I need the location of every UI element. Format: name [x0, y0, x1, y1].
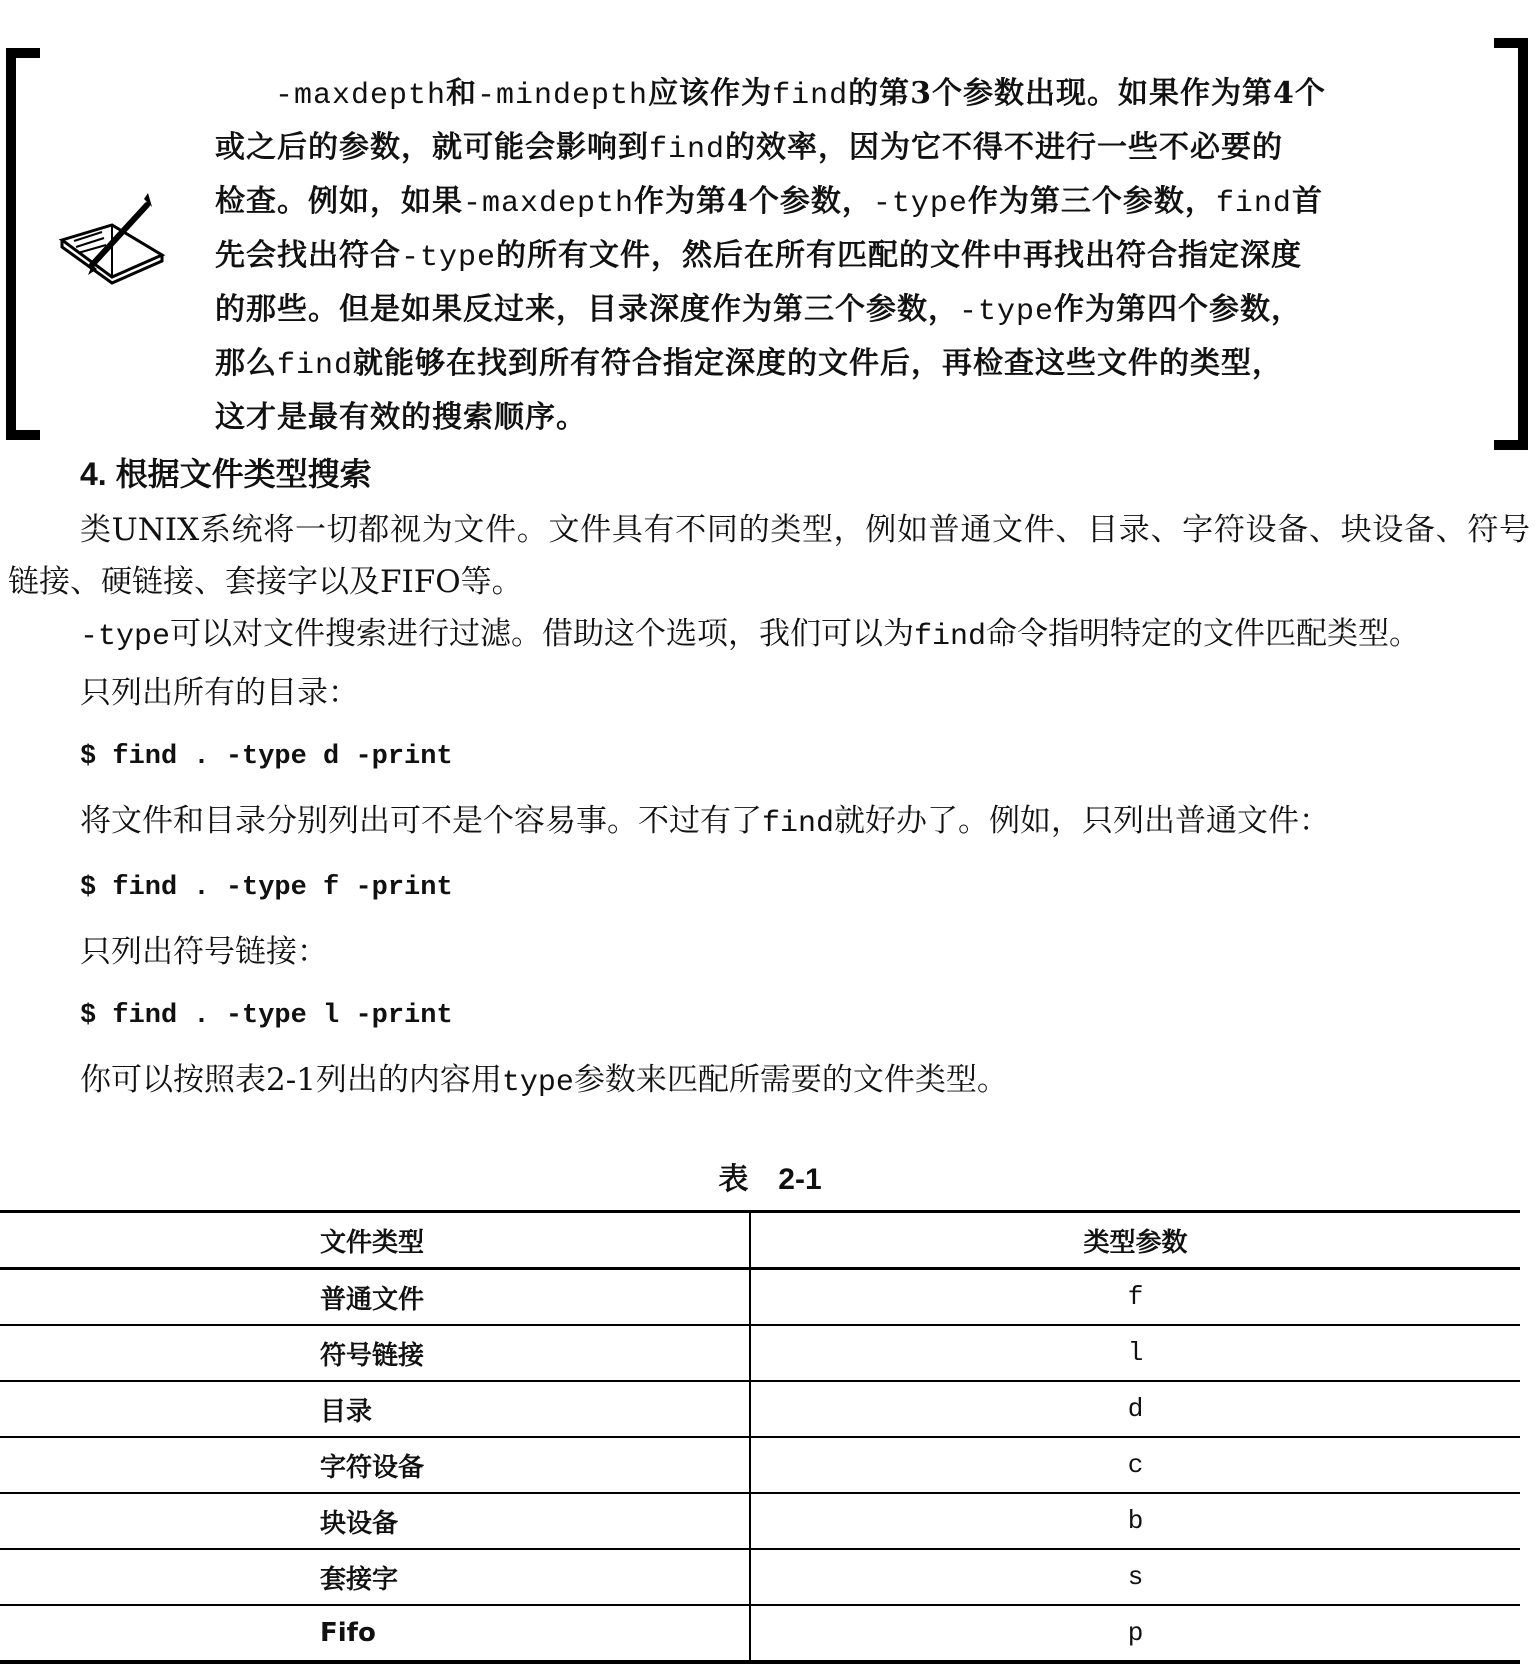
note-line: 的那些。但是如果反过来，目录深度作为第三个参数，-type作为第四个参数， — [215, 292, 1303, 329]
code-list-files: $ find . -type f -print — [80, 873, 453, 903]
table-cell-type-arg: f — [750, 1269, 1520, 1326]
text-list-dirs: 只列出所有的目录： — [80, 675, 359, 711]
table-row — [0, 1605, 1520, 1662]
table-cell-type-arg: l — [750, 1325, 1520, 1381]
paragraph-file-types: 类UNIX系统将一切都视为文件。文件具有不同的类型，例如普通文件、目录、字符设备、块设备、符号链接、硬链接、套接字以及FIFO等。 — [8, 512, 1530, 600]
note-line: -maxdepth和-mindepth应该作为find的第3个参数出现。如果作为第4个 — [275, 76, 1326, 113]
table-cell-type-arg: c — [750, 1437, 1520, 1493]
table-cell-type-arg: b — [750, 1493, 1520, 1549]
table-cell-type-arg: d — [750, 1381, 1520, 1437]
table-cell-file-type: 目录 — [0, 1381, 750, 1437]
table-cell-file-type: 普通文件 — [0, 1269, 750, 1326]
table-cell-file-type: 块设备 — [0, 1493, 750, 1549]
code-list-links: $ find . -type l -print — [80, 1001, 453, 1031]
table-row — [0, 1493, 1520, 1549]
note-text — [215, 68, 1485, 444]
code-list-dirs: $ find . -type d -print — [80, 742, 453, 772]
table-row — [0, 1437, 1520, 1493]
table-header-file-type: 文件类型 — [0, 1212, 750, 1269]
file-type-table — [0, 1210, 1520, 1664]
table-row — [0, 1549, 1520, 1605]
note-box — [0, 20, 1540, 440]
section-body — [0, 450, 1530, 1109]
table-cell-file-type: 套接字 — [0, 1549, 750, 1605]
table-row — [0, 1269, 1520, 1326]
note-line: 那么find就能够在找到所有符合指定深度的文件后，再检查这些文件的类型， — [215, 346, 1284, 383]
note-line: 或之后的参数，就可能会影响到find的效率，因为它不得不进行一些不必要的 — [215, 130, 1284, 167]
table-header-row — [0, 1212, 1520, 1269]
note-line: 先会找出符合-type的所有文件，然后在所有匹配的文件中再找出符合指定深度 — [215, 238, 1303, 275]
note-bracket-left — [6, 48, 40, 440]
note-line: 这才是最有效的搜索顺序。 — [215, 400, 587, 435]
table-cell-file-type: Fifo — [0, 1605, 750, 1662]
note-line: 检查。例如，如果-maxdepth作为第4个参数，-type作为第三个参数，find首 — [215, 184, 1323, 221]
table-header-type-arg: 类型参数 — [750, 1212, 1520, 1269]
table-cell-type-arg: p — [750, 1605, 1520, 1662]
table-cell-file-type: 符号链接 — [0, 1325, 750, 1381]
text-list-files: 将文件和目录分别列出可不是个容易事。不过有了find就好办了。例如，只列出普通文件： — [80, 803, 1331, 841]
text-list-links: 只列出符号链接： — [80, 934, 328, 970]
text-table-ref: 你可以按照表2-1列出的内容用type参数来匹配所需要的文件类型。 — [80, 1062, 1008, 1100]
table-cell-file-type: 字符设备 — [0, 1437, 750, 1493]
note-bracket-right — [1494, 38, 1528, 450]
table-row — [0, 1381, 1520, 1437]
table-cell-type-arg: s — [750, 1549, 1520, 1605]
table-row — [0, 1325, 1520, 1381]
paragraph-type-option: -type可以对文件搜索进行过滤。借助这个选项，我们可以为find命令指明特定的文件匹配类型。 — [80, 616, 1421, 654]
notebook-pencil-icon — [52, 185, 182, 295]
table-caption: 表 2-1 — [718, 1163, 822, 1196]
section-heading: 4. 根据文件类型搜索 — [80, 456, 372, 492]
